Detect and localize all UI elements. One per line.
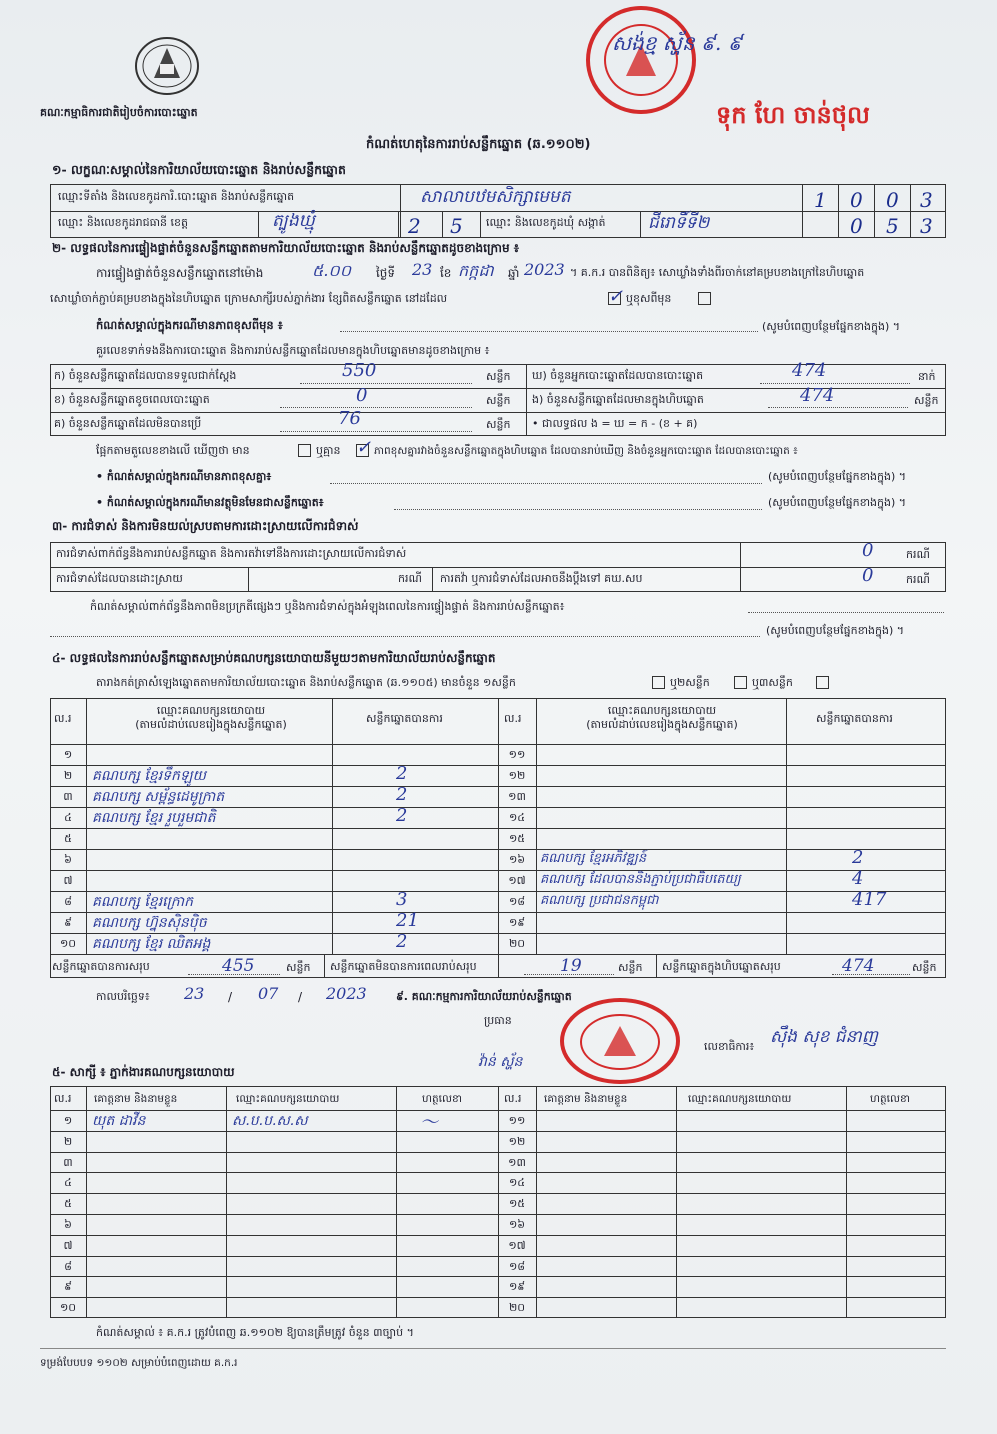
divider — [86, 698, 87, 954]
row-b-unit: សន្លឹក — [486, 394, 511, 407]
station-label: ឈ្មោះទីតាំង និងលេខកូដការិ.បោះឆ្នោត និងរាប់សន្លឹកឆ្នោត — [58, 190, 295, 203]
witness-row-name-left: យុត ដាវីន — [92, 1113, 146, 1129]
witness-row-no-left: ៤ — [64, 1176, 72, 1189]
row-a-label: ក) ចំនួនសន្លឹកឆ្នោតដែលបានទទួលជាក់ស្តែង — [54, 369, 237, 382]
party-row-votes-left: 3 — [396, 889, 408, 910]
row-divider — [50, 1297, 946, 1298]
different-label: ឬខុសពីមុន — [626, 292, 672, 305]
divider — [498, 698, 499, 978]
date-year: 2023 — [326, 984, 367, 1003]
two-sheet-label: ឬ២សន្លឹក — [670, 676, 710, 689]
section4-title: ៤- លទ្ធផលនៃការរាប់សន្លឹកឆ្នោតសម្រាប់គណបក្សនយោបាយនីមួយៗតាមការិយាល័យរាប់សន្លឹកឆ្នោត — [52, 651, 496, 665]
witness-col-no: ល.រ — [54, 1092, 72, 1105]
witness-row-no-left: ១០ — [59, 1301, 77, 1314]
row-a-value: 550 — [342, 360, 377, 381]
col-party-left: ឈ្មោះគណបក្សនយោបាយ (តាមលំដាប់លេខរៀងក្នុងសន្លឹកឆ្នោត) — [135, 704, 287, 731]
appeal-value: 0 — [862, 565, 874, 586]
divider — [86, 1086, 87, 1318]
note-line — [748, 612, 944, 613]
divider — [874, 184, 875, 238]
check-line2: សោឃ្លាំចាក់ភ្ជាប់គម្របខាងក្នុងនៃហិបឆ្នោត ក្រោមសាក្សីរបស់ភ្នាក់ងារ ខ្សែពិតសន្លឹកឆ្នោត នៅដដែល — [50, 292, 448, 305]
commune-label: ឈ្មោះ និងលេខកូដឃុំ សង្កាត់ — [486, 216, 606, 229]
footer-divider — [40, 1348, 946, 1349]
witness-note: កំណត់សម្គាល់ ៖ គ.ក.រ ត្រូវបំពេញ ឆ.១១០២ ឱ្យបានត្រឹមត្រូវ ចំនួន ៣ច្បាប់ ។ — [96, 1326, 414, 1339]
witness-row-no-right: ១៨ — [508, 1260, 526, 1273]
province-name: ត្បូងឃ្មុំ — [272, 211, 315, 231]
row-b-line — [280, 407, 472, 408]
objection-row1-value: 0 — [862, 540, 874, 561]
divider — [432, 567, 433, 592]
check-time-label: ការផ្ទៀងផ្ទាត់ចំនួនសន្លឹកឆ្នោតនៅម៉ោង — [96, 266, 264, 280]
station-code-1: 1 — [814, 188, 829, 212]
witness-row-no-left: ៥ — [64, 1197, 72, 1210]
bullet-difference: • កំណត់សម្គាល់ក្នុងករណីមានភាពខុសគ្នា៖ — [96, 470, 272, 483]
stamp-signature: សង់ខ្ម ស្ហ័ន ៩. ៩ — [612, 31, 742, 55]
section3-title: ៣- ការជំទាស់ និងការមិនយល់ស្របតាមការដោះស្រាយលើការជំទាស់ — [52, 519, 359, 533]
province-code-2: 5 — [450, 214, 465, 238]
check-time: ៥.០០ — [312, 261, 352, 280]
sum-box-label: សន្លឹកឆ្នោតក្នុងហិបឆ្នោតសរុប — [662, 960, 781, 973]
divider — [838, 184, 839, 238]
party-row-no-left: ៣ — [63, 790, 73, 803]
party-row-name-right: គណបក្ស ខ្មែរអភិវឌ្ឍន៍ — [540, 851, 647, 866]
divider — [50, 211, 946, 212]
witness-row-no-right: ១៧ — [508, 1239, 526, 1252]
result-text-b: ឬគ្មាន — [316, 444, 341, 457]
party-row-name-left: គណបក្ស ខ្មែរ ឈិតអង្គ — [92, 936, 211, 952]
province-code-1: 2 — [408, 214, 423, 238]
party-row-no-right: ១៣ — [508, 790, 526, 803]
party-row-no-right: ១៧ — [508, 874, 526, 887]
sum-valid-label: សន្លឹកឆ្នោតបានការសរុប — [52, 960, 150, 973]
divider — [50, 954, 946, 955]
commune-code-3: 3 — [920, 214, 935, 238]
party-row-no-left: ១ — [63, 748, 73, 761]
one-sheet-checkbox[interactable] — [652, 676, 665, 689]
divider — [480, 211, 481, 238]
divider — [536, 698, 537, 954]
commune-code-1: 0 — [850, 214, 865, 238]
result-text-a: ផ្អែកតាមតួលេខខាងលើ ឃើញថា មាន — [96, 444, 250, 457]
numbers-intro: គួរលេខទាក់ទងនឹងការបោះឆ្នោត និងការរាប់សន្លឹកឆ្នោតដែលមានក្នុងហិបឆ្នោតមានដូចខាងក្រោម ៖ — [96, 344, 490, 357]
divider — [332, 698, 333, 954]
party-row-votes-left: 2 — [396, 931, 408, 952]
row-c-line — [280, 431, 472, 432]
row-divider — [50, 1256, 946, 1257]
sum-valid-unit: សន្លឹក — [286, 961, 311, 974]
bullet-foreign: • កំណត់សម្គាល់ក្នុងករណីមានវត្ថុមិនមែនជាសន្លឹកឆ្នោត៖ — [96, 496, 324, 509]
check-month: កក្កដា — [458, 261, 494, 280]
divider — [324, 954, 325, 978]
date-sep: / — [298, 990, 303, 1004]
party-row-name-left: គណបក្ស ខ្មែរទឹកឡូយ — [92, 768, 206, 784]
fill-hint-2: (សូមបំពេញបន្ថែមផ្នែកខាងក្នុង) ។ — [768, 470, 907, 483]
date-label: កាលបរិច្ឆេទ៖ — [96, 990, 150, 1003]
objection-row1-label: ការជំទាស់ពាក់ព័ន្ធនឹងការរាប់សន្លឹកឆ្នោត និងការតវ៉ាទៅនឹងការដោះស្រាយលើការជំទាស់ — [56, 547, 407, 560]
party-row-no-left: ២ — [63, 769, 73, 782]
commune-code-2: 5 — [886, 214, 901, 238]
stamp-emblem-icon — [598, 1022, 642, 1062]
row-divider — [50, 828, 946, 829]
note-line — [394, 509, 762, 510]
station-code-3: 0 — [886, 188, 901, 212]
party-row-votes-left: 2 — [396, 784, 408, 805]
note-line — [340, 331, 758, 332]
row-c-value: 76 — [338, 408, 361, 429]
chair-label: ប្រធាន — [484, 1014, 512, 1027]
witness-row-no-left: ៦ — [64, 1218, 72, 1231]
row-c-label: គ) ចំនួនសន្លឹកឆ្នោតដែលមិនបានប្រើ — [54, 417, 202, 430]
witness-col-no-right: ល.រ — [504, 1092, 522, 1105]
row-d-unit: នាក់ — [918, 370, 936, 383]
row-divider — [50, 1152, 946, 1153]
witness-row-no-left: ៨ — [64, 1260, 72, 1273]
row-d-value: 474 — [792, 360, 827, 381]
col-votes-left: សន្លឹកឆ្នោតបានការ — [366, 712, 443, 725]
witness-row-no-left: ១ — [63, 1114, 73, 1127]
row-e-line — [768, 407, 908, 408]
divider — [50, 1110, 946, 1111]
committee-line: ៩. គណៈកម្មការការិយាល័យរាប់សន្លឹកឆ្នោត — [396, 990, 572, 1003]
witness-col-name: គោត្តនាម និងនាមខ្លួន — [94, 1093, 178, 1105]
row-e-unit: សន្លឹក — [914, 394, 939, 407]
different-checkbox[interactable] — [698, 292, 711, 305]
divider — [802, 184, 803, 238]
col-votes-right: សន្លឹកឆ្នោតបានការ — [816, 712, 893, 725]
witness-row-no-right: ២០ — [508, 1301, 526, 1314]
no-difference-checkmark-icon: ✓ — [356, 437, 372, 458]
divider — [398, 211, 399, 238]
check-line1-tail: ។ គ.ក.រ បានពិនិត្យ៖ សោឃ្លាំងទាំងពីរចាក់នៅគម្របខាងក្រៅនៃហិបឆ្នោត — [570, 266, 865, 279]
fill-hint-3: (សូមបំពេញបន្ថែមផ្នែកខាងក្នុង) ។ — [768, 496, 907, 509]
sum-valid: 455 — [222, 956, 255, 976]
party-row-no-right: ២០ — [508, 937, 526, 950]
witness-row-no-right: ១៥ — [508, 1197, 526, 1210]
note-line — [330, 483, 762, 484]
row-divider — [50, 870, 946, 871]
check-month-label: ខែ — [440, 266, 452, 280]
irregularity-note: កំណត់សម្គាល់ពាក់ព័ន្ធនឹងភាពមិនប្រក្រតីផ្សេងៗ ឬនិងការជំទាស់ក្នុងអំឡុងពេលនៃការផ្ទៀងផ្ទាត់ និងការរាប់សន្លឹកឆ្នោត៖ — [90, 600, 565, 613]
witness-row-no-right: ១៤ — [508, 1176, 526, 1189]
witness-row-no-right: ១៩ — [508, 1280, 526, 1293]
party-row-votes-right: 417 — [852, 889, 887, 910]
party-row-no-right: ១៨ — [508, 895, 526, 908]
section2-title: ២- លទ្ធផលនៃការផ្ទៀងផ្ទាត់ចំនួនសន្លឹកឆ្នោតតាមការិយាល័យបោះឆ្នោត និងរាប់សន្លឹកឆ្នោតដូចខាងក្រោម ៖ — [52, 241, 520, 255]
party-row-no-left: ៦ — [64, 853, 72, 866]
footer-text: ទម្រង់បែបបទ ១១០២ សម្រាប់បំពេញដោយ គ.ក.រ — [40, 1357, 238, 1369]
divider — [442, 211, 443, 238]
row-e-label: ង) ចំនួនសន្លឹកឆ្នោតដែលមានក្នុងហិបឆ្នោត — [532, 393, 704, 406]
witness-col-sign: ហត្ថលេខា — [422, 1093, 462, 1105]
divider — [498, 1086, 499, 1318]
witness-row-no-left: ៧ — [63, 1239, 73, 1252]
row-b-label: ខ) ចំនួនសន្លឹកឆ្នោតខូចពេលបោះឆ្នោត — [54, 393, 210, 406]
party-row-name-left: គណបក្ស ខ្មែរក្រោក — [92, 894, 193, 910]
divider — [50, 744, 946, 745]
party-row-no-left: ៥ — [64, 832, 72, 845]
three-sheet-checkbox[interactable] — [816, 676, 829, 689]
party-row-name-left: គណបក្ស ហ្វ៊ុនស៊ិនប៉ិច — [92, 915, 207, 931]
divider — [50, 412, 946, 413]
divider — [50, 567, 946, 568]
same-checkmark-icon: ✓ — [608, 286, 624, 307]
sum-box-unit: សន្លឹក — [912, 961, 937, 974]
nec-emblem-icon — [132, 34, 202, 98]
note-line — [50, 636, 760, 637]
sum-invalid-label: សន្លឹកឆ្នោតមិនបានការពេលរាប់សរុប — [330, 960, 477, 973]
check-day-label: ថ្ងៃទី — [376, 266, 396, 280]
row-d-label: ឃ) ចំនួនអ្នកបោះឆ្នោតដែលបានបោះឆ្នោត — [532, 369, 704, 382]
divider — [400, 184, 401, 238]
party-row-no-right: ១៥ — [508, 832, 526, 845]
date-month: 07 — [258, 984, 279, 1003]
party-row-no-right: ១៤ — [508, 811, 526, 824]
province-label: ឈ្មោះ និងលេខកូដរាជធានី ខេត្ត — [58, 216, 188, 229]
party-row-votes-right: 4 — [852, 868, 864, 889]
party-row-no-left: ៨ — [64, 895, 72, 908]
row-d-line — [760, 383, 910, 384]
divider — [846, 1086, 847, 1318]
divider — [910, 184, 911, 238]
witness-row-no-left: ៣ — [63, 1156, 73, 1169]
resolved-label: ការជំទាស់ដែលបានដោះស្រាយ — [56, 572, 183, 585]
witness-row-no-left: ២ — [63, 1135, 73, 1148]
has-difference-checkbox[interactable] — [298, 444, 311, 457]
party-row-votes-right: 2 — [852, 847, 864, 868]
witness-col-sign-right: ហត្ថលេខា — [870, 1093, 910, 1105]
divider — [656, 954, 657, 978]
divider — [676, 1086, 677, 1318]
divider — [248, 567, 249, 592]
divider — [786, 698, 787, 954]
tally-intro: តារាងកត់ត្រាសំឡេងឆ្នោតតាមការិយាល័យបោះឆ្នោត និងរាប់សន្លឹកឆ្នោត (ឆ.១១០៥) មានចំនួន ១សន្លឹក — [96, 676, 516, 689]
col-no-left: ល.រ — [54, 712, 72, 725]
party-row-no-left: ៧ — [63, 874, 73, 887]
col-party-right: ឈ្មោះគណបក្សនយោបាយ (តាមលំដាប់លេខរៀងក្នុងសន្លឹកឆ្នោត) — [586, 704, 738, 731]
row-a-unit: សន្លឹក — [486, 370, 511, 383]
witness-row-no-right: ១១ — [508, 1114, 526, 1127]
row-divider — [50, 1193, 946, 1194]
witness-row-no-right: ១២ — [508, 1135, 526, 1148]
divider — [740, 567, 741, 592]
result-text-c: ភាពខុសគ្នារវាងចំនួនសន្លឹកឆ្នោតក្នុងហិបឆ្នោត ដែលបានរាប់ឃើញ និងចំនួនអ្នកបោះឆ្នោត ដែលបានបោះឆ្នោត ៖ — [374, 445, 798, 457]
witness-row-sign-left: 〜 — [420, 1112, 438, 1133]
witness-row-no-right: ១៣ — [508, 1156, 526, 1169]
divider — [396, 1086, 397, 1318]
sum-invalid-unit: សន្លឹក — [618, 961, 643, 974]
appeal-label: ការតវ៉ា ឬការជំទាស់ដែលអាចនឹងប្តឹងទៅ គឃ.សប — [440, 572, 643, 585]
section5-title: ៥- សាក្សី ៖ ភ្នាក់ងារគណបក្សនយោបាយ — [52, 1065, 235, 1079]
sum-box: 474 — [842, 956, 875, 976]
witness-col-party-right: ឈ្មោះគណបក្សនយោបាយ — [688, 1093, 792, 1105]
party-row-votes-left: 21 — [396, 910, 419, 931]
secretary-signature: ស៊ឹង សុខ ជំនាញ — [770, 1027, 878, 1047]
row-divider — [50, 1172, 946, 1173]
date-sep: / — [228, 990, 233, 1004]
party-row-name-right: គណបក្ស ដែលបាននិងភ្ជាប់ប្រជាធិបតេយ្យ — [540, 872, 741, 887]
doc-title: កំណត់ហេតុនៃការរាប់សន្លឹកឆ្នោត (ឆ.១១០២) — [366, 137, 591, 152]
party-row-no-right: ១៩ — [508, 916, 526, 929]
divider — [258, 211, 259, 238]
formula: • ជាលទ្ធផល ង = ឃ = ក - (ខ + គ) — [532, 417, 698, 430]
row-e-value: 474 — [800, 385, 835, 406]
chair-signature: វ៉ាន់ ស្ហ័ន — [478, 1054, 523, 1070]
objection-row1-unit: ករណី — [906, 548, 930, 561]
date-day: 23 — [184, 984, 205, 1003]
witness-row-no-left: ៩ — [64, 1280, 72, 1293]
witness-row-party-left: ស.ប.ប.ស.ស — [232, 1113, 308, 1129]
party-row-no-right: ១១ — [508, 748, 526, 761]
row-divider — [50, 1276, 946, 1277]
two-sheet-checkbox[interactable] — [734, 676, 747, 689]
difference-note-label: កំណត់សម្គាល់ក្នុងករណីមានភាពខុសពីមុន ៖ — [96, 318, 283, 332]
divider — [536, 1086, 537, 1318]
party-row-name-right: គណបក្ស ប្រជាជនកម្ពុជា — [540, 893, 659, 908]
witness-col-party: ឈ្មោះគណបក្សនយោបាយ — [236, 1093, 340, 1105]
sum-invalid: 19 — [560, 956, 582, 976]
party-row-no-left: ៤ — [64, 811, 72, 824]
row-divider — [50, 1235, 946, 1236]
stamp-name: ទុក ហែ ចាន់ថុល — [716, 101, 870, 129]
check-year-label: ឆ្នាំ — [508, 266, 520, 280]
station-code-2: 0 — [850, 188, 865, 212]
col-no-right: ល.រ — [504, 712, 522, 725]
party-row-no-left: ១០ — [59, 937, 77, 950]
party-row-name-left: គណបក្ស ខ្មែរ រួបរួមជាតិ — [92, 810, 216, 826]
row-c-unit: សន្លឹក — [486, 418, 511, 431]
row-b-value: 0 — [356, 385, 368, 406]
secretary-label: លេខាធិការ៖ — [704, 1040, 755, 1053]
divider — [226, 1086, 227, 1318]
station-name: សាលាបឋមសិក្សាមេមត — [420, 187, 571, 207]
row-divider — [50, 1131, 946, 1132]
appeal-unit: ករណី — [906, 573, 930, 586]
commune-name: ជីរោទិ៍ទី២ — [648, 213, 710, 233]
party-row-no-right: ១៦ — [508, 853, 526, 866]
party-row-no-left: ៩ — [64, 916, 72, 929]
committee-name: គណៈកម្មាធិការជាតិរៀបចំការបោះឆ្នោត — [40, 106, 198, 119]
party-row-votes-left: 2 — [396, 805, 408, 826]
divider — [740, 542, 741, 567]
check-year: 2023 — [524, 260, 565, 279]
check-day: 23 — [412, 260, 433, 279]
party-row-no-right: ១២ — [508, 769, 526, 782]
section1-title: ១- លក្ខណៈសម្គាល់នៃការិយាល័យបោះឆ្នោត និងរាប់សន្លឹកឆ្នោត — [52, 162, 346, 177]
witness-row-no-right: ១៦ — [508, 1218, 526, 1231]
row-divider — [50, 849, 946, 850]
witness-col-name-right: គោត្តនាម និងនាមខ្លួន — [544, 1093, 628, 1105]
row-a-line — [300, 383, 472, 384]
divider — [526, 364, 527, 436]
three-sheet-label: ឬ៣សន្លឹក — [752, 676, 793, 689]
fill-hint-4: (សូមបំពេញបន្ថែមផ្នែកខាងក្នុង) ។ — [766, 624, 905, 637]
party-row-name-left: គណបក្ស សម្ព័ន្ធដេមូក្រាត — [92, 789, 225, 805]
fill-hint: (សូមបំពេញបន្ថែមផ្នែកខាងក្នុង) ។ — [762, 320, 901, 333]
row-divider — [50, 1214, 946, 1215]
party-row-votes-left: 2 — [396, 763, 408, 784]
divider — [640, 211, 641, 238]
resolved-unit: ករណី — [398, 572, 422, 585]
station-code-4: 3 — [920, 188, 935, 212]
